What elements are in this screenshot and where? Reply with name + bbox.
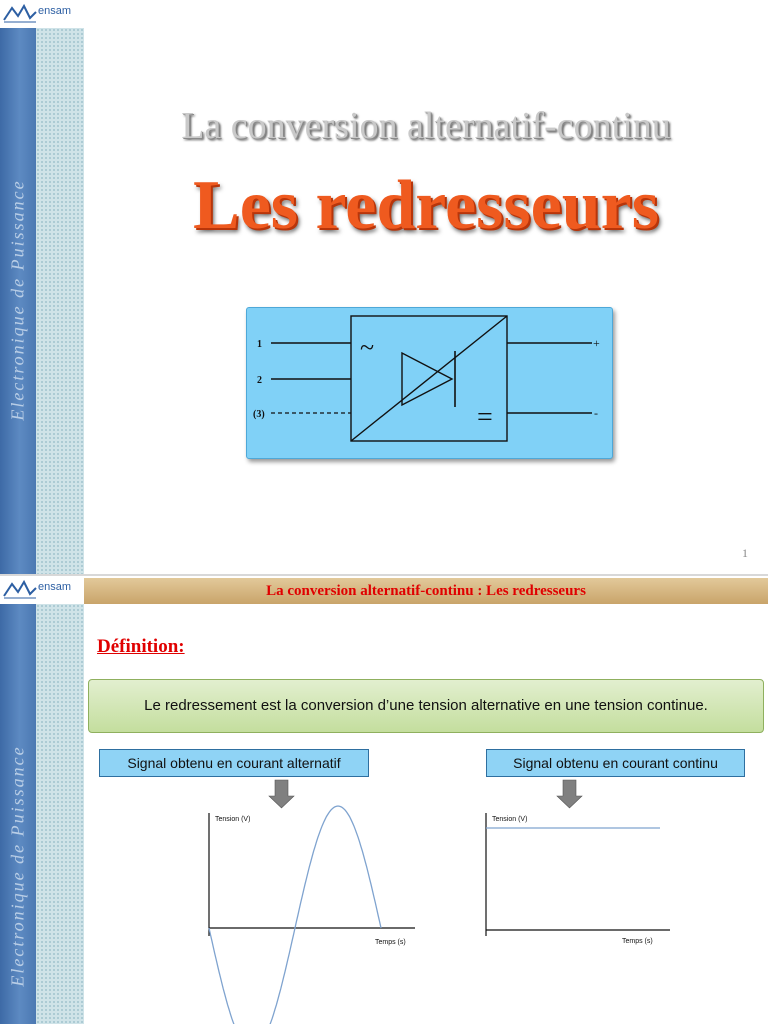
sidebar-title: Electronique de Puissance [7, 745, 28, 987]
slide-subtitle: Les redresseurs [193, 167, 659, 244]
input-label-1: 1 [257, 339, 262, 350]
logo-icon [0, 576, 40, 604]
ac-signal-chart [195, 776, 425, 1024]
sidebar-title: Electronique de Puissance [7, 179, 28, 421]
input-label-2: 2 [257, 375, 262, 386]
sine-wave-series [209, 806, 381, 1024]
y-axis-label: Tension (V) [492, 816, 528, 823]
dc-symbol: = [477, 402, 493, 433]
down-arrow-icon [557, 780, 582, 808]
input-label-3: (3) [253, 409, 265, 420]
dc-signal-chart [474, 776, 694, 1024]
slide-title: La conversion alternatif-continu [181, 105, 671, 147]
slide-2 [0, 576, 768, 1024]
ac-symbol: ~ [360, 333, 375, 362]
page-number: 1 [742, 546, 748, 560]
slide-header-text: La conversion alternatif-continu : Les redresseurs [266, 583, 586, 599]
output-label-plus: + [593, 336, 600, 350]
logo-text: ensam [38, 581, 72, 593]
definition-box [88, 679, 764, 733]
sidebar-pattern [36, 604, 84, 1024]
definition-text: Le redressement est la conversion d’une tension alternative en une tension continue. [144, 697, 708, 714]
logo-icon [0, 0, 40, 28]
slide-header [84, 578, 768, 604]
down-arrow-icon [269, 780, 294, 808]
logo-text: ensam [38, 5, 72, 17]
x-axis-label: Temps (s) [375, 939, 406, 946]
x-axis-label: Temps (s) [622, 938, 653, 945]
sidebar-pattern [36, 28, 84, 574]
ac-signal-label: Signal obtenu en courant alternatif [99, 749, 369, 777]
logo [0, 576, 84, 604]
rectifier-symbol [247, 308, 612, 458]
output-label-minus: - [594, 406, 598, 420]
definition-title: Définition: [97, 636, 185, 657]
converter-diagram [246, 307, 613, 459]
dc-signal-label: Signal obtenu en courant continu [486, 749, 745, 777]
y-axis-label: Tension (V) [215, 816, 251, 823]
diode-icon [402, 353, 452, 405]
logo [0, 0, 84, 28]
